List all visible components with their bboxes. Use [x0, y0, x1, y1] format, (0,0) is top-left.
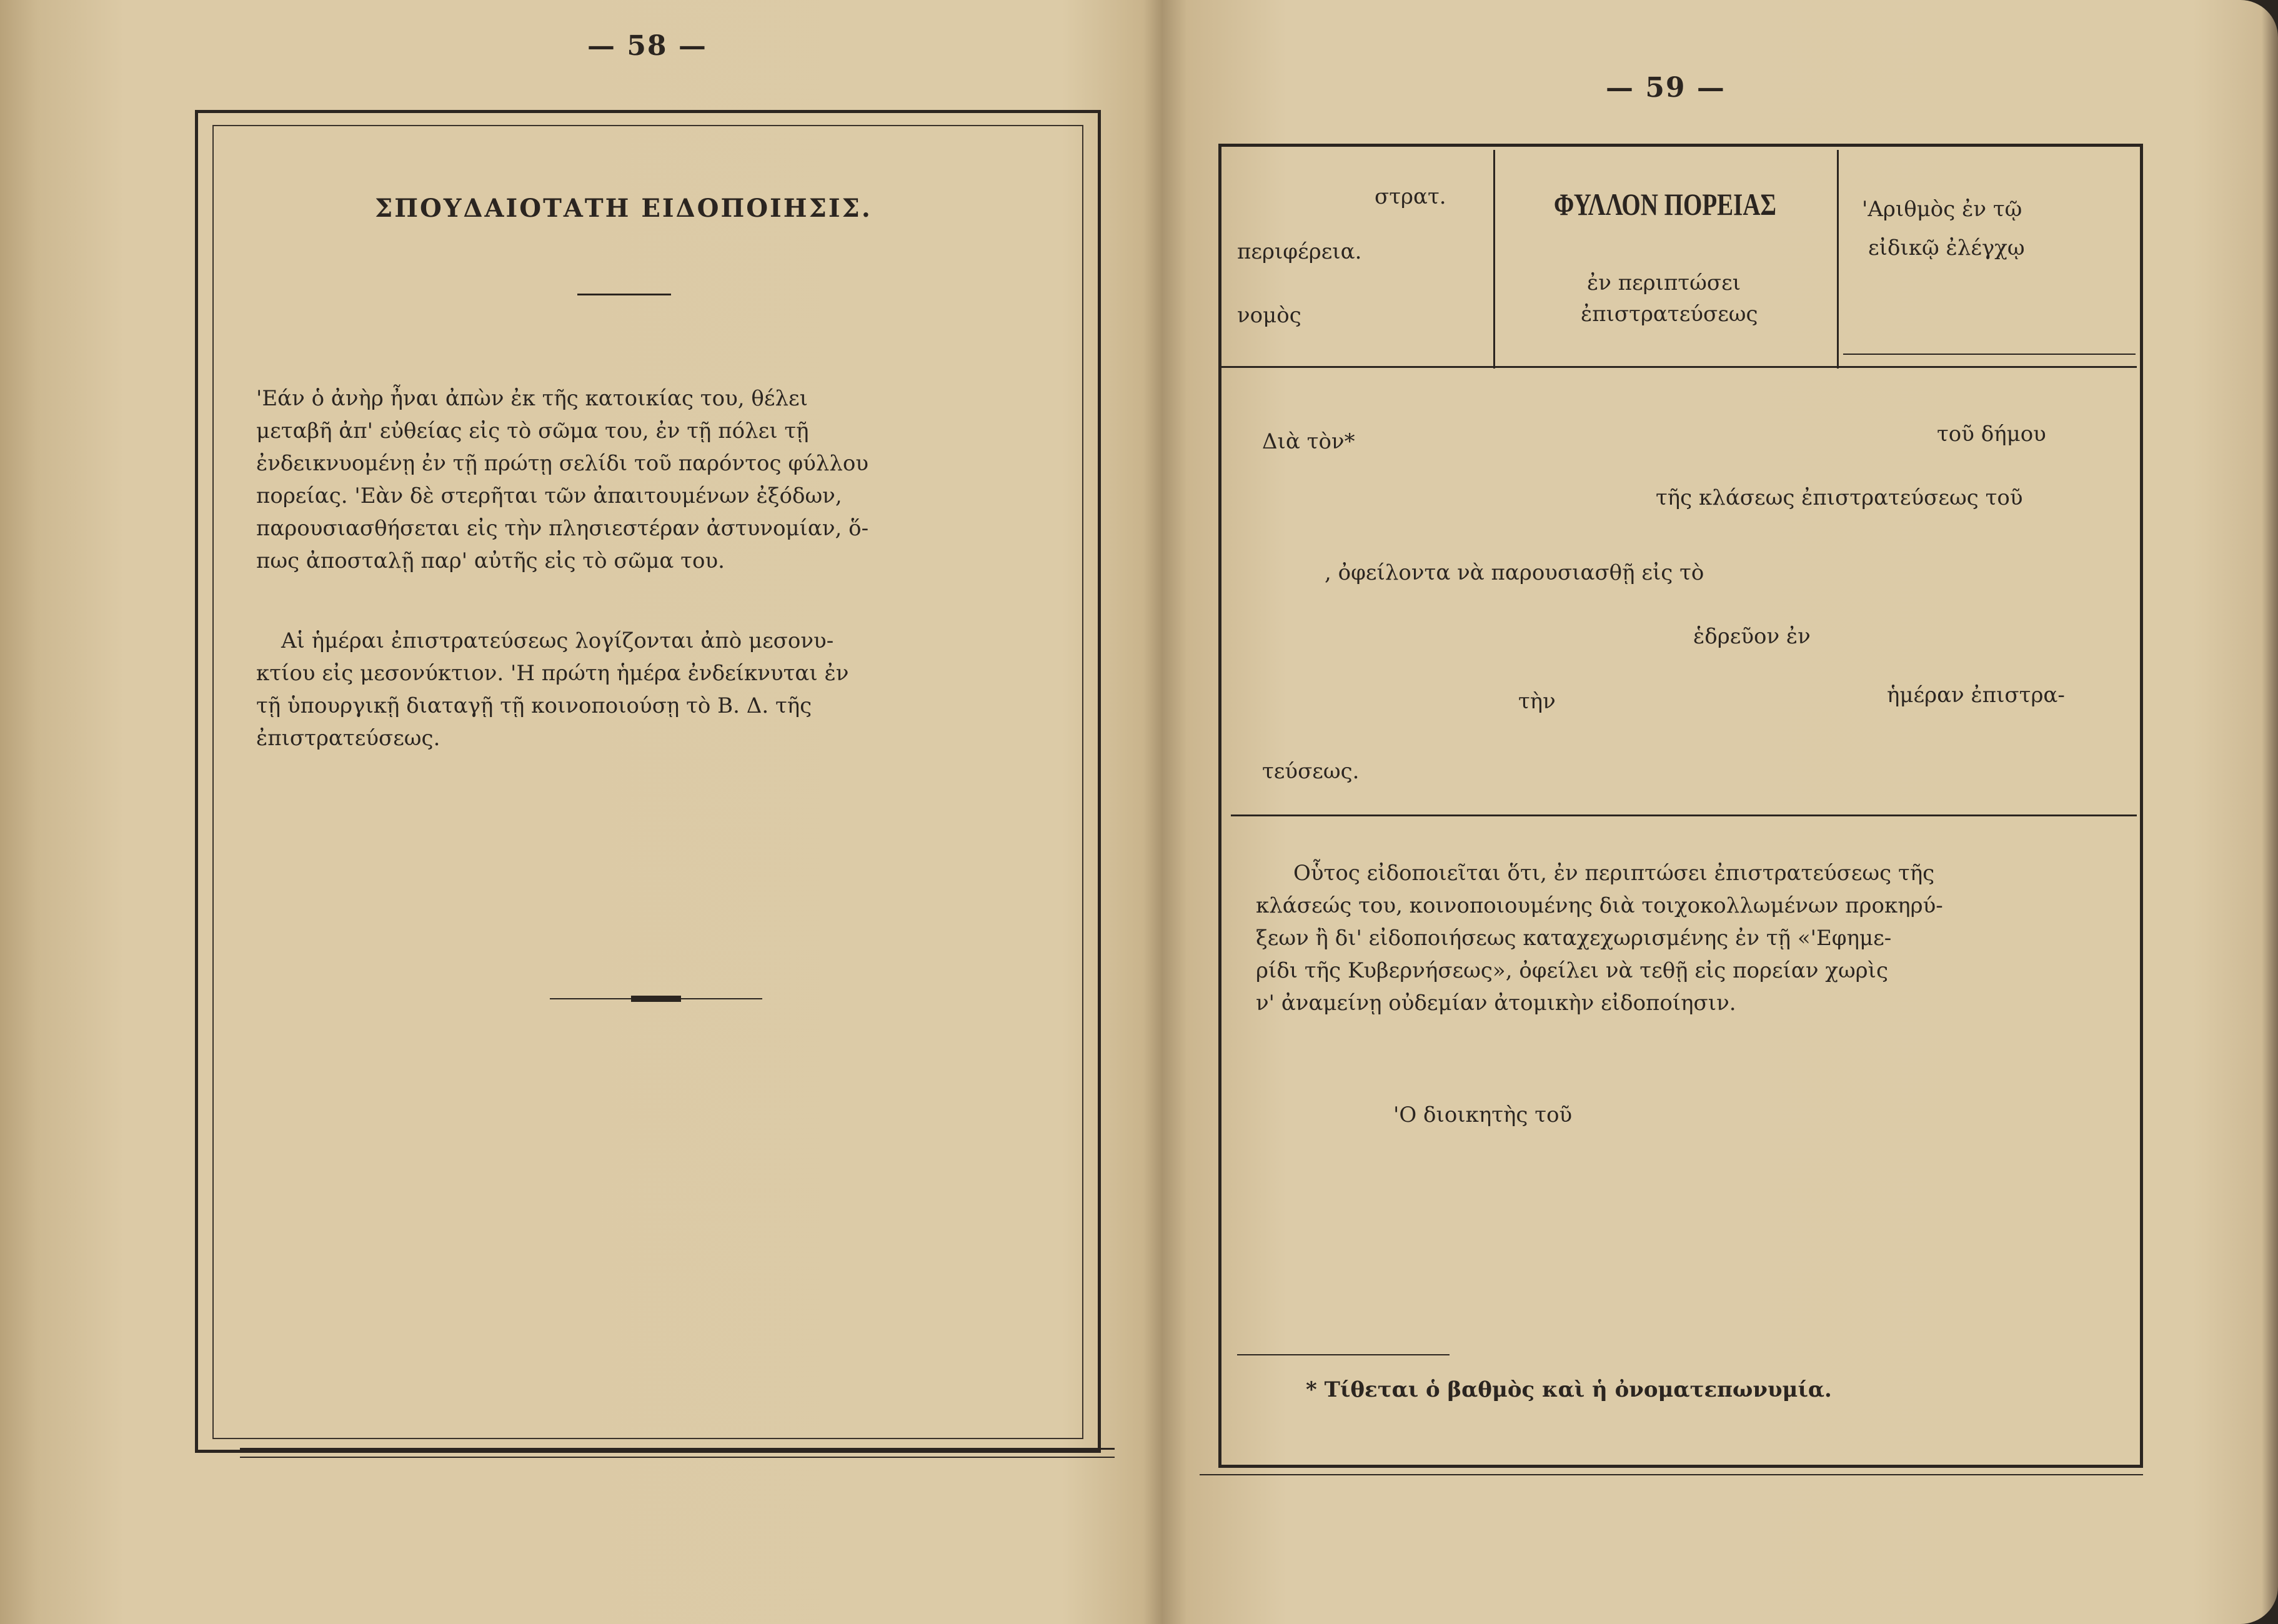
- left-bottom-rule: [240, 1448, 1115, 1450]
- notice-line: κλάσεώς του, κοινοποιουμένης διὰ τοιχοκολλωμένων προκηρύ-: [1256, 893, 1943, 918]
- paragraph-2: [256, 625, 1068, 755]
- paragraph-1-line: μεταβῆ ἀπ' εὐθείας εἰς τὸ σῶμα του, ἐν τῇ πόλει τῇ: [256, 418, 809, 443]
- left-bottom-rule-2: [240, 1457, 1115, 1458]
- paragraph-1: [256, 382, 1068, 577]
- form-tefseos: τεύσεως.: [1262, 759, 1360, 784]
- paragraph-2-line: ἐπιστρατεύσεως.: [256, 726, 440, 751]
- header-elegcho: εἰδικῷ ἐλέγχῳ: [1868, 235, 2025, 260]
- left-page-inner-frame: [212, 125, 1083, 1439]
- header-bottom-rule: [1218, 366, 2137, 368]
- notice-paragraph: [1256, 857, 2118, 1019]
- paragraph-1-line: πορείας. 'Εὰν δὲ στερῆται τῶν ἀπαιτουμένων ἐξόδων,: [256, 483, 842, 508]
- paragraph-1-line: 'Εάν ὁ ἀνὴρ ἦναι ἀπὼν ἐκ τῆς κατοικίας του, θέλει: [256, 386, 808, 411]
- form-title: ΦΥΛΛΟΝ ΠΟΡΕΙΑΣ: [1553, 187, 1776, 222]
- form-edrevon: ἑδρεῦον ἐν: [1693, 624, 1811, 649]
- notice-line: Οὗτος εἰδοποιεῖται ὅτι, ἐν περιπτώσει ἐπιστρατεύσεως τῆς: [1293, 861, 1935, 886]
- notice-line: ρίδι τῆς Κυβερνήσεως», ὀφείλει νὰ τεθῇ εἰς πορείαν χωρὶς: [1256, 958, 1889, 983]
- form-klaseos: τῆς κλάσεως ἐπιστρατεύσεως τοῦ: [1656, 485, 2023, 510]
- form-tin: τὴν: [1518, 689, 1556, 714]
- paragraph-2-line: Αἱ ἡμέραι ἐπιστρατεύσεως λογίζονται ἀπὸ μεσονυ-: [281, 628, 834, 653]
- left-title: ΣΠΟΥΔΑΙΟΤΑΤΗ ΕΙΔΟΠΟΙΗΣΙΣ.: [375, 194, 872, 223]
- form-divider: [1231, 814, 2137, 816]
- header-divider-1: [1493, 150, 1495, 369]
- paragraph-1-line: παρουσιασθήσεται εἰς τὴν πλησιεστέραν ἀστυνομίαν, ὅ-: [256, 516, 869, 541]
- title-underline: [577, 294, 671, 295]
- footnote-rule: [1237, 1354, 1450, 1355]
- signature-line: 'Ο διοικητὴς τοῦ: [1393, 1102, 1573, 1127]
- page-number-59: — 59 —: [1606, 72, 1726, 104]
- form-ofeilonta: , ὀφείλοντα νὰ παρουσιασθῇ εἰς τὸ: [1325, 560, 1704, 585]
- form-tou-dimou: τοῦ δήμου: [1937, 422, 2046, 447]
- header-subtitle-1: ἐν περιπτώσει: [1587, 270, 1741, 295]
- header-right-rule: [1843, 354, 2136, 355]
- form-imeran: ἡμέραν ἐπιστρα-: [1887, 683, 2065, 708]
- header-strat: στρατ.: [1375, 184, 1446, 209]
- right-page-frame: [1218, 144, 2143, 1468]
- paragraph-1-line: ἐνδεικνυομένῃ ἐν τῇ πρώτῃ σελίδι τοῦ παρόντος φύλλου: [256, 451, 869, 476]
- paragraph-2-line: κτίου εἰς μεσονύκτιον. 'Η πρώτη ἡμέρα ἐνδείκνυται ἐν: [256, 661, 849, 686]
- paragraph-1-line: πως ἀποσταλῇ παρ' αὐτῆς εἰς τὸ σῶμα του.: [256, 548, 725, 573]
- right-page: [1162, 0, 2278, 1624]
- header-divider-2: [1837, 150, 1839, 369]
- footnote: * Τίθεται ὁ βαθμὸς καὶ ἡ ὀνοματεπωνυμία.: [1306, 1377, 1832, 1402]
- header-arithmos: 'Αριθμὸς ἐν τῷ: [1862, 197, 2022, 222]
- form-dia-ton: Διὰ τὸν*: [1262, 429, 1355, 454]
- page-number-58: — 58 —: [587, 30, 707, 62]
- paragraph-2-line: τῇ ὑπουργικῇ διαταγῇ τῇ κοινοποιούσῃ τὸ Β. Δ. τῆς: [256, 693, 812, 718]
- header-perifereia: περιφέρεια.: [1237, 239, 1362, 264]
- header-nomos: νομὸς: [1237, 303, 1301, 328]
- notice-line: ν' ἀναμείνῃ οὐδεμίαν ἀτομικὴν εἰδοποίησιν.: [1256, 991, 1736, 1016]
- notice-line: ξεων ἢ δι' εἰδοποιήσεως καταχεχωρισμένης ἐν τῇ «'Εφημε-: [1256, 926, 1892, 951]
- ornament-center: [631, 996, 681, 1002]
- right-bottom-rule: [1200, 1474, 2143, 1475]
- header-subtitle-2: ἐπιστρατεύσεως: [1581, 302, 1758, 327]
